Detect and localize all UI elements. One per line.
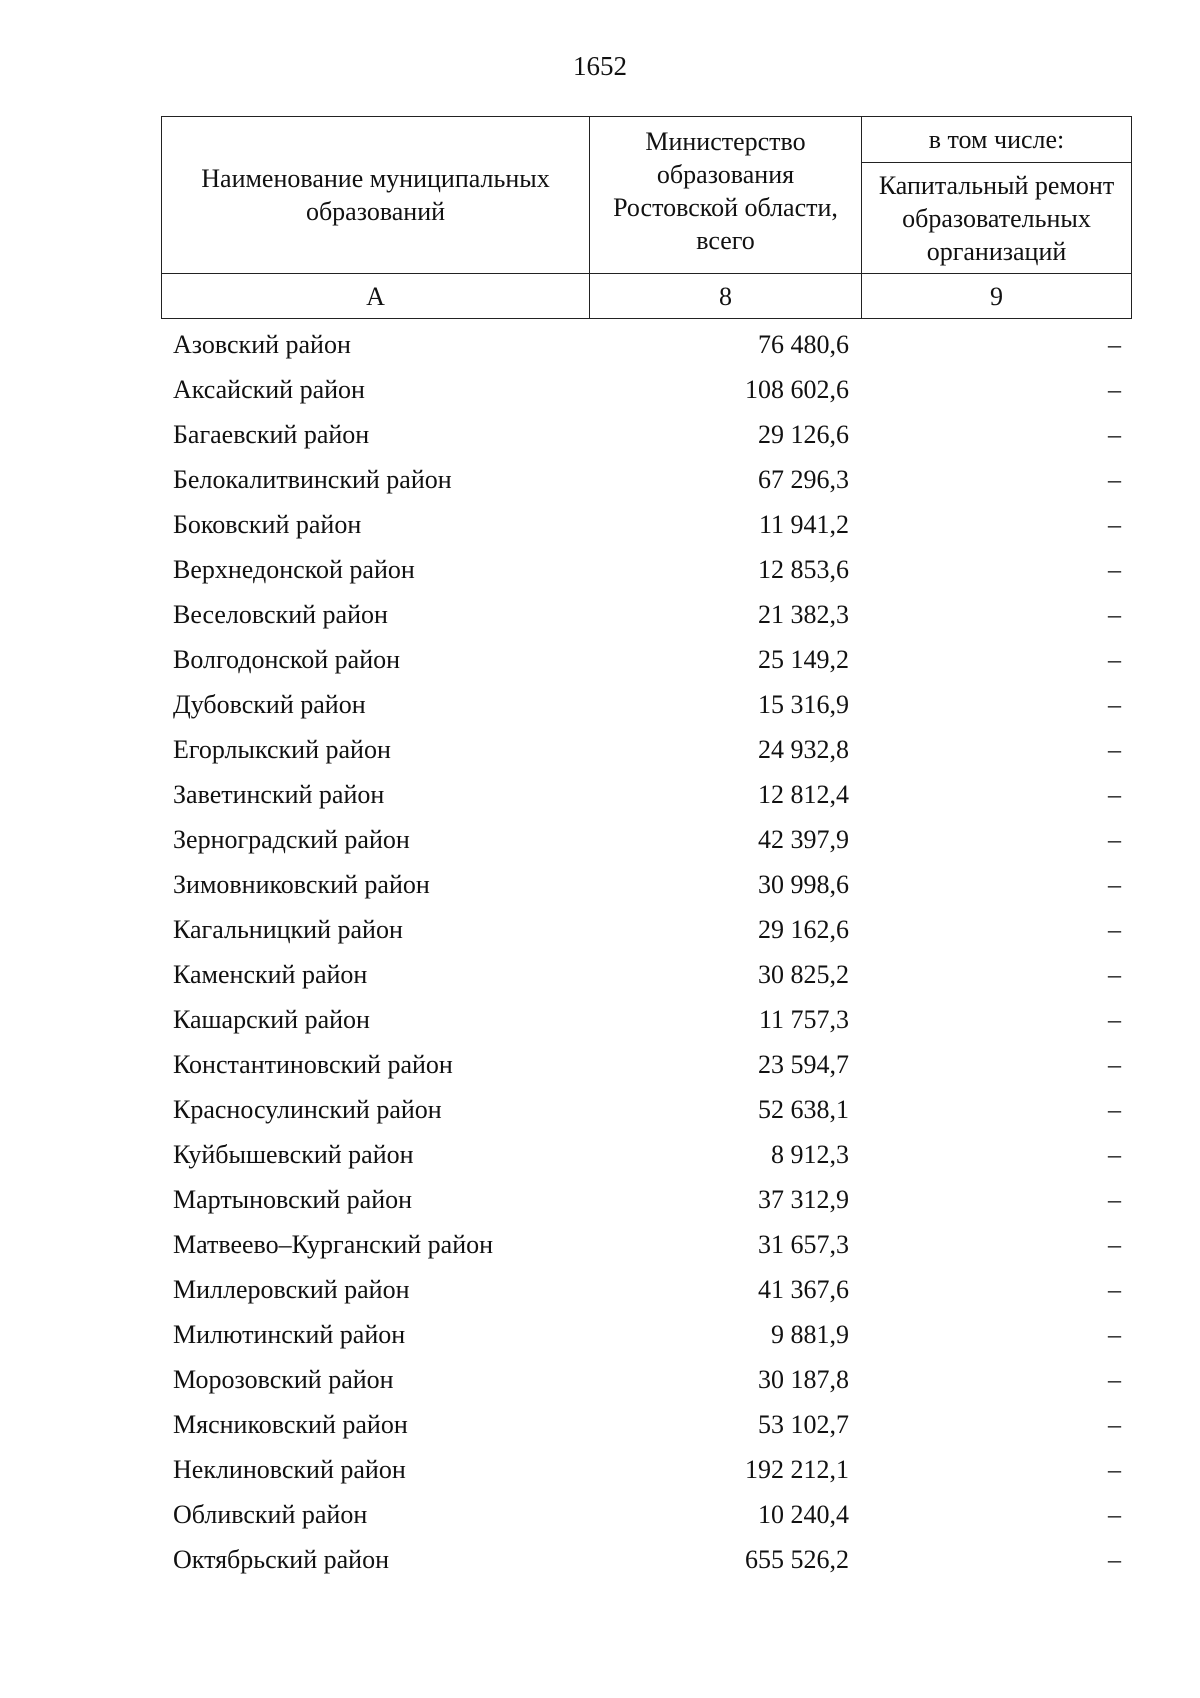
table-row: [161, 1537, 1131, 1582]
table-row: [161, 367, 1131, 412]
table-header: [161, 116, 1132, 319]
capital-repair-value: –: [1108, 645, 1121, 674]
capital-repair-value: –: [1108, 1185, 1121, 1214]
header-index-9: 9: [862, 274, 1132, 319]
capital-repair-value: –: [1108, 915, 1121, 944]
municipality-name: Заветинский район: [173, 780, 385, 809]
table-row: [161, 1177, 1131, 1222]
ministry-total-value: 11 757,3: [758, 1005, 849, 1034]
capital-repair-value: –: [1108, 375, 1121, 404]
ministry-total-value: 15 316,9: [758, 690, 849, 719]
ministry-total-value: 25 149,2: [758, 645, 849, 674]
municipality-name: Волгодонской район: [173, 645, 401, 674]
ministry-total-value: 31 657,3: [758, 1230, 849, 1259]
ministry-total-value: 37 312,9: [758, 1185, 849, 1214]
ministry-total-value: 21 382,3: [758, 600, 849, 629]
municipality-name: Веселовский район: [173, 600, 388, 629]
table-row: [161, 952, 1131, 997]
municipality-name: Дубовский район: [173, 690, 366, 719]
capital-repair-value: –: [1108, 960, 1121, 989]
municipality-name: Зерноградский район: [173, 825, 410, 854]
table-row: [161, 727, 1131, 772]
ministry-total-value: 8 912,3: [771, 1140, 849, 1169]
municipality-name: Октябрьский район: [173, 1545, 389, 1574]
ministry-total-value: 108 602,6: [745, 375, 849, 404]
ministry-total-value: 42 397,9: [758, 825, 849, 854]
header-ministry-total: Министерство образования Ростовской области, всего: [590, 117, 862, 274]
ministry-total-value: 12 812,4: [758, 780, 849, 809]
header-including: в том числе:: [862, 117, 1132, 163]
municipality-name: Мясниковский район: [173, 1410, 408, 1439]
municipality-name: Морозовский район: [173, 1365, 394, 1394]
capital-repair-value: –: [1108, 465, 1121, 494]
capital-repair-value: –: [1108, 1050, 1121, 1079]
municipality-name: Каменский район: [173, 960, 368, 989]
capital-repair-value: –: [1108, 1095, 1121, 1124]
table-row: [161, 412, 1131, 457]
capital-repair-value: –: [1108, 1230, 1121, 1259]
table-row: [161, 1492, 1131, 1537]
table-row: [161, 1222, 1131, 1267]
ministry-total-value: 30 825,2: [758, 960, 849, 989]
municipality-name: Матвеево–Курганский район: [173, 1230, 494, 1259]
header-municipal-name: Наименование муниципальных образований: [162, 117, 590, 274]
table-row: [161, 592, 1131, 637]
table-row: [161, 772, 1131, 817]
municipality-name: Обливский район: [173, 1500, 368, 1529]
ministry-total-value: 29 126,6: [758, 420, 849, 449]
table-row: [161, 1087, 1131, 1132]
table-row: [161, 817, 1131, 862]
municipality-name: Кагальницкий район: [173, 915, 403, 944]
table-body: [161, 322, 1131, 1582]
municipality-name: Аксайский район: [173, 375, 365, 404]
capital-repair-value: –: [1108, 330, 1121, 359]
municipality-name: Куйбышевский район: [173, 1140, 414, 1169]
ministry-total-value: 23 594,7: [758, 1050, 849, 1079]
capital-repair-value: –: [1108, 825, 1121, 854]
capital-repair-value: –: [1108, 690, 1121, 719]
ministry-total-value: 29 162,6: [758, 915, 849, 944]
header-capital-repair: Капитальный ремонт образовательных организаций: [862, 163, 1132, 274]
page-number: 1652: [573, 51, 627, 81]
municipality-name: Мартыновский район: [173, 1185, 413, 1214]
table-row: [161, 322, 1131, 367]
ministry-total-value: 67 296,3: [758, 465, 849, 494]
ministry-total-value: 24 932,8: [758, 735, 849, 764]
table-row: [161, 1267, 1131, 1312]
header-index-8: 8: [590, 274, 862, 319]
ministry-total-value: 192 212,1: [745, 1455, 849, 1484]
municipality-name: Боковский район: [173, 510, 362, 539]
table-row: [161, 547, 1131, 592]
ministry-total-value: 9 881,9: [771, 1320, 849, 1349]
ministry-total-value: 53 102,7: [758, 1410, 849, 1439]
capital-repair-value: –: [1108, 1365, 1121, 1394]
capital-repair-value: –: [1108, 600, 1121, 629]
ministry-total-value: 655 526,2: [745, 1545, 849, 1574]
capital-repair-value: –: [1108, 780, 1121, 809]
municipality-name: Егорлыкский район: [173, 735, 391, 764]
table-row: [161, 1042, 1131, 1087]
table-row: [161, 682, 1131, 727]
header-index-a: А: [162, 274, 590, 319]
capital-repair-value: –: [1108, 1140, 1121, 1169]
ministry-total-value: 11 941,2: [758, 510, 849, 539]
capital-repair-value: –: [1108, 1500, 1121, 1529]
table-row: [161, 907, 1131, 952]
capital-repair-value: –: [1108, 1275, 1121, 1304]
table-row: [161, 1312, 1131, 1357]
municipality-name: Неклиновский район: [173, 1455, 406, 1484]
capital-repair-value: –: [1108, 735, 1121, 764]
capital-repair-value: –: [1108, 1005, 1121, 1034]
table-row: [161, 1447, 1131, 1492]
municipality-name: Кашарский район: [173, 1005, 370, 1034]
municipality-name: Константиновский район: [173, 1050, 453, 1079]
municipality-name: Азовский район: [173, 330, 351, 359]
ministry-total-value: 76 480,6: [758, 330, 849, 359]
table-row: [161, 862, 1131, 907]
municipality-name: Верхнедонской район: [173, 555, 415, 584]
capital-repair-value: –: [1108, 1410, 1121, 1439]
municipality-name: Красносулинский район: [173, 1095, 442, 1124]
capital-repair-value: –: [1108, 1455, 1121, 1484]
ministry-total-value: 12 853,6: [758, 555, 849, 584]
table-row: [161, 502, 1131, 547]
ministry-total-value: 10 240,4: [758, 1500, 849, 1529]
capital-repair-value: –: [1108, 510, 1121, 539]
table-row: [161, 997, 1131, 1042]
ministry-total-value: 30 998,6: [758, 870, 849, 899]
municipality-name: Миллеровский район: [173, 1275, 410, 1304]
table-row: [161, 637, 1131, 682]
table-row: [161, 1402, 1131, 1447]
capital-repair-value: –: [1108, 420, 1121, 449]
table-row: [161, 1132, 1131, 1177]
municipality-name: Зимовниковский район: [173, 870, 430, 899]
municipality-name: Багаевский район: [173, 420, 370, 449]
capital-repair-value: –: [1108, 1320, 1121, 1349]
capital-repair-value: –: [1108, 870, 1121, 899]
municipality-name: Белокалитвинский район: [173, 465, 452, 494]
municipality-name: Милютинский район: [173, 1320, 406, 1349]
table-row: [161, 1357, 1131, 1402]
table-row: [161, 457, 1131, 502]
ministry-total-value: 52 638,1: [758, 1095, 849, 1124]
ministry-total-value: 41 367,6: [758, 1275, 849, 1304]
capital-repair-value: –: [1108, 555, 1121, 584]
capital-repair-value: –: [1108, 1545, 1121, 1574]
ministry-total-value: 30 187,8: [758, 1365, 849, 1394]
